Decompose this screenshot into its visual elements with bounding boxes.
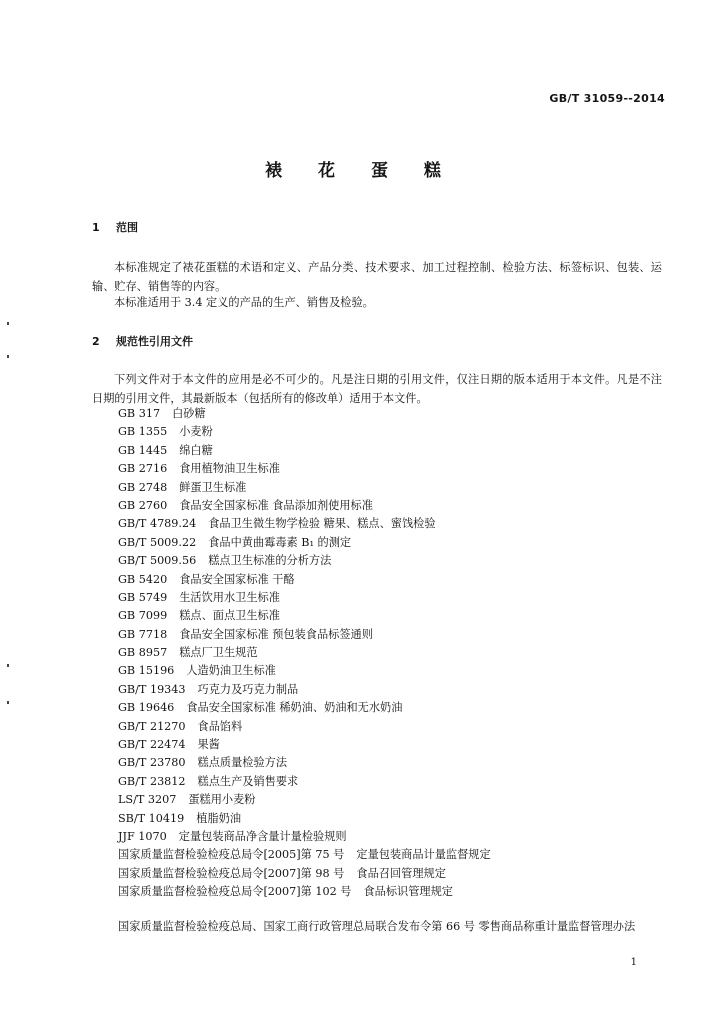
- scope-paragraph-2: 本标准适用于 3.4 定义的产品的生产、销售及检验。: [114, 296, 374, 309]
- reference-item: [118, 626, 491, 644]
- reference-item: [118, 534, 491, 552]
- reference-item: [118, 405, 491, 423]
- section-1-title: 范围: [116, 221, 138, 234]
- reference-code: 国家质量监督检验检疫总局令[2007]第 98 号: [118, 866, 345, 880]
- scan-mark: [7, 664, 9, 667]
- reference-list: [118, 405, 491, 902]
- section-2-title: 规范性引用文件: [116, 335, 193, 348]
- reference-item: [118, 589, 491, 607]
- reference-title: 食品标识管理规定: [363, 885, 453, 899]
- reference-code: GB 19646: [118, 701, 175, 715]
- reference-title: 食品安全国家标准 预包装食品标签通则: [179, 627, 373, 641]
- reference-code: GB/T 5009.56: [118, 554, 197, 568]
- reference-code: 国家质量监督检验检疫总局令[2005]第 75 号: [118, 848, 345, 862]
- reference-code: GB/T 23780: [118, 756, 186, 770]
- reference-item: [118, 754, 491, 772]
- reference-title: 人造奶油卫生标准: [186, 664, 276, 678]
- reference-title: 定量包装商品计量监督规定: [356, 848, 491, 862]
- reference-title: 定量包装商品净含量计量检验规则: [178, 829, 347, 843]
- reference-code: GB/T 4789.24: [118, 517, 197, 531]
- reference-title: 糕点质量检验方法: [197, 756, 288, 770]
- reference-item: [118, 810, 491, 828]
- reference-code: JJF 1070: [118, 829, 167, 843]
- reference-item: [118, 736, 491, 754]
- reference-item: [118, 515, 491, 533]
- scan-mark: [7, 355, 9, 358]
- reference-title: 糕点卫生标准的分析方法: [208, 554, 332, 568]
- reference-item: [118, 607, 491, 625]
- reference-code: GB/T 19343: [118, 682, 186, 696]
- reference-title: 巧克力及巧克力制品: [197, 682, 299, 696]
- reference-item: [118, 791, 491, 809]
- section-1-heading: [92, 219, 138, 235]
- reference-title: 鲜蛋卫生标准: [179, 480, 247, 494]
- reference-code: GB 5420: [118, 572, 168, 586]
- section-2-heading: [92, 333, 193, 349]
- reference-item-last: 国家质量监督检验检疫总局、国家工商行政管理总局联合发布令第 66 号 零售商品称重计量监督管理办法: [118, 920, 636, 933]
- standard-code: GB/T 31059--2014: [549, 92, 665, 105]
- reference-code: GB 7099: [118, 609, 168, 623]
- reference-item: [118, 644, 491, 662]
- section-1-number: 1: [92, 221, 100, 234]
- reference-item: [118, 497, 491, 515]
- reference-code: GB 1445: [118, 443, 168, 457]
- reference-code: GB 8957: [118, 646, 168, 660]
- page-number: 1: [630, 957, 637, 968]
- reference-title: 绵白糖: [179, 443, 213, 457]
- reference-code: GB 1355: [118, 425, 168, 439]
- scope-paragraph-1: 本标准规定了裱花蛋糕的术语和定义、产品分类、技术要求、加工过程控制、检验方法、标签标识、包装、运输、贮存、销售等的内容。: [92, 261, 662, 293]
- reference-title: 生活饮用水卫生标准: [179, 590, 280, 604]
- reference-item: [118, 828, 491, 846]
- reference-title: 食品卫生微生物学检验 糖果、糕点、蜜饯检验: [208, 517, 436, 531]
- reference-code: GB/T 21270: [118, 719, 186, 733]
- scan-mark: [7, 322, 9, 325]
- reference-item: [118, 442, 491, 460]
- reference-item: [118, 883, 491, 901]
- reference-code: GB 15196: [118, 664, 175, 678]
- reference-title: 糕点厂卫生规范: [179, 646, 258, 660]
- reference-code: GB/T 22474: [118, 738, 186, 752]
- reference-item: [118, 699, 491, 717]
- reference-item: [118, 552, 491, 570]
- reference-title: 食品馅料: [197, 719, 243, 733]
- reference-item: [118, 662, 491, 680]
- reference-code: GB 2716: [118, 462, 168, 476]
- section-2-number: 2: [92, 335, 100, 348]
- reference-code: GB 317: [118, 407, 161, 420]
- reference-code: GB 7718: [118, 627, 168, 641]
- reference-item: [118, 423, 491, 441]
- reference-code: 国家质量监督检验检疫总局令[2007]第 102 号: [118, 885, 352, 899]
- reference-item: [118, 681, 491, 699]
- document-title: 裱 花 蛋 糕: [265, 161, 456, 181]
- reference-item: [118, 865, 491, 883]
- reference-code: GB/T 23812: [118, 774, 186, 788]
- reference-item: [118, 718, 491, 736]
- reference-title: 食用植物油卫生标准: [179, 462, 280, 476]
- scan-mark: [7, 701, 9, 704]
- reference-item: [118, 479, 491, 497]
- reference-code: GB 5749: [118, 590, 168, 604]
- reference-item: [118, 460, 491, 478]
- reference-title: 食品安全国家标准 干酪: [179, 572, 295, 586]
- reference-title: 小麦粉: [179, 425, 213, 439]
- reference-code: GB 2760: [118, 498, 168, 512]
- reference-item: [118, 846, 491, 864]
- references-intro: 下列文件对于本文件的应用是必不可少的。凡是注日期的引用文件，仅注日期的版本适用于本文件。凡是不注日期的引用文件，其最新版本（包括所有的修改单）适用于本文件。: [92, 373, 662, 405]
- reference-item: [118, 571, 491, 589]
- reference-title: 食品安全国家标准 稀奶油、奶油和无水奶油: [186, 701, 403, 715]
- reference-title: 白砂糖: [172, 407, 206, 420]
- reference-title: 食品安全国家标准 食品添加剂使用标准: [179, 498, 373, 512]
- reference-code: SB/T 10419: [118, 811, 185, 825]
- reference-title: 蛋糕用小麦粉: [188, 793, 256, 807]
- reference-title: 食品召回管理规定: [356, 866, 446, 880]
- reference-title: 糕点生产及销售要求: [197, 774, 299, 788]
- reference-title: 糕点、面点卫生标准: [179, 609, 280, 623]
- reference-item: [118, 773, 491, 791]
- reference-title: 果酱: [197, 738, 220, 752]
- reference-code: GB 2748: [118, 480, 168, 494]
- reference-title: 食品中黄曲霉毒素 B₁ 的测定: [208, 535, 352, 549]
- reference-title: 植脂奶油: [196, 811, 242, 825]
- reference-code: LS/T 3207: [118, 793, 177, 807]
- reference-code: GB/T 5009.22: [118, 535, 197, 549]
